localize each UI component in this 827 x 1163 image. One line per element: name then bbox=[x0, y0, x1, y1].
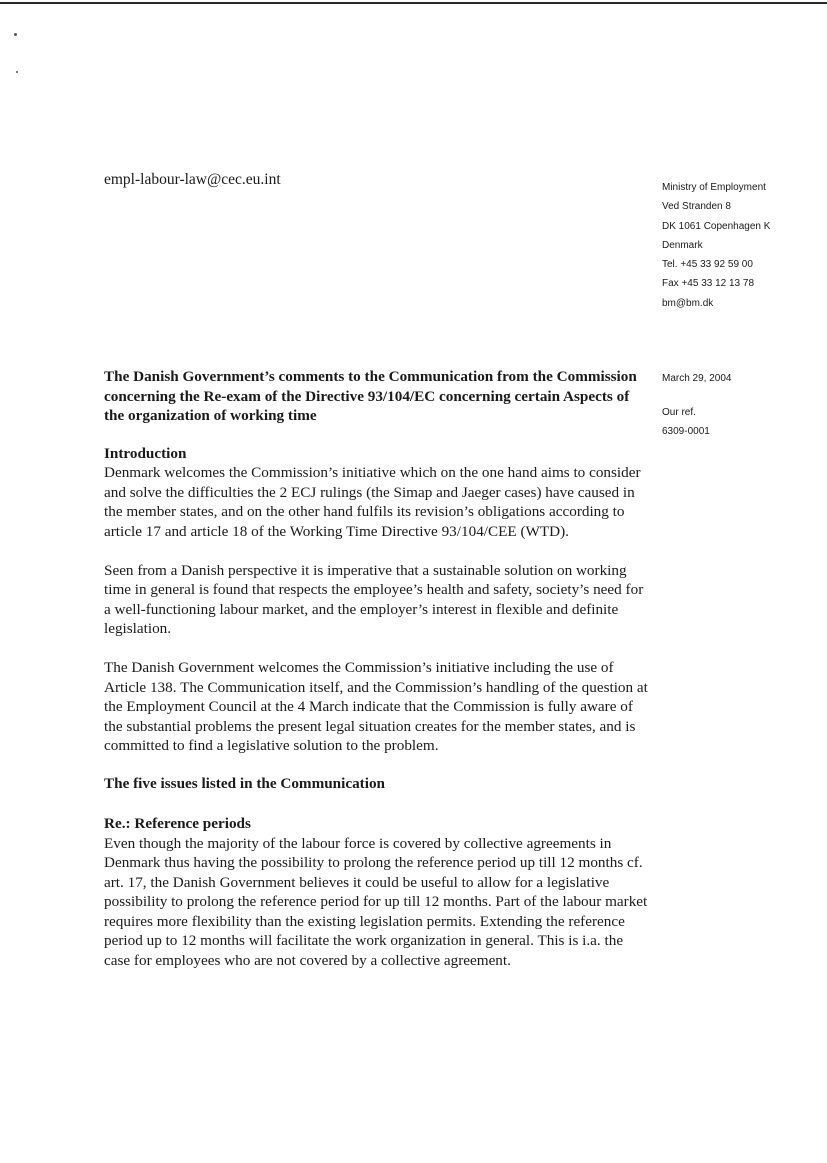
document-title: The Danish Government’s comments to the Communication from the Commission concerning the Re-exam of the Directive 93/104/EC concerning certain Aspects of the organization of working time bbox=[104, 368, 637, 424]
body-paragraph: The Danish Government welcomes the Commission’s initiative including the use of Article 138. The Communication itself, and the Commission’s handling of the question at the Employment Council at the 4 March indicate that the Commission is fully aware of the substantial problems the present legal situation creates for the member states, and is committed to find a legislative solution to the problem. bbox=[104, 659, 648, 754]
sender-line: Fax +45 33 12 13 78 bbox=[662, 278, 755, 290]
sender-address bbox=[662, 178, 770, 313]
sender-line: bm@bm.dk bbox=[662, 297, 714, 309]
body-paragraph: Even though the majority of the labour force is covered by collective agreements in Denmark thus having the possibility to prolong the reference period up till 12 months cf. art. 17, the Danish Government believes it could be useful to allow for a legislative possibility to prolong the reference period for up till 12 months. Part of the labour market requires more flexibility than the existing legislation permits. Extending the reference period up to 12 months will facilitate the work organization in general. This is i.a. the case for employees who are not covered by a collective agreement. bbox=[104, 834, 648, 969]
sender-line: Tel. +45 33 92 59 00 bbox=[662, 259, 753, 271]
introduction-heading: Introduction bbox=[104, 444, 187, 462]
sender-line: Ved Stranden 8 bbox=[662, 201, 731, 213]
letter-body bbox=[104, 367, 652, 970]
reference-periods-heading: Re.: Reference periods bbox=[104, 815, 251, 832]
body-paragraph: Seen from a Danish perspective it is imperative that a sustainable solution on working time in general is found that respects the employee’s health and safety, society’s need for a well-functioning labour market, and the employer’s interest in flexible and definite legislation. bbox=[104, 561, 644, 637]
sender-line: Ministry of Employment bbox=[662, 182, 766, 193]
scan-speck bbox=[14, 33, 17, 36]
top-rule bbox=[0, 2, 827, 4]
letter-date: March 29, 2004 bbox=[662, 373, 732, 384]
ref-label: Our ref. bbox=[662, 407, 696, 418]
sender-line: Denmark bbox=[662, 239, 703, 251]
scan-speck bbox=[16, 71, 18, 73]
issues-heading: The five issues listed in the Communication bbox=[104, 774, 385, 792]
sender-line: DK 1061 Copenhagen K bbox=[662, 220, 771, 232]
recipient-email: empl-labour-law@cec.eu.int bbox=[104, 171, 281, 188]
ref-number: 6309-0001 bbox=[662, 426, 710, 437]
letter-meta bbox=[662, 373, 732, 441]
body-paragraph: Denmark welcomes the Commission’s initiative which on the one hand aims to consider and solve the difficulties the 2 ECJ rulings (the Simap and Jaeger cases) have caused in the member states, and on the other hand fulfils its revision’s obligations according to article 17 and article 18 of the Working Time Directive 93/104/CEE (WTD). bbox=[104, 464, 641, 540]
